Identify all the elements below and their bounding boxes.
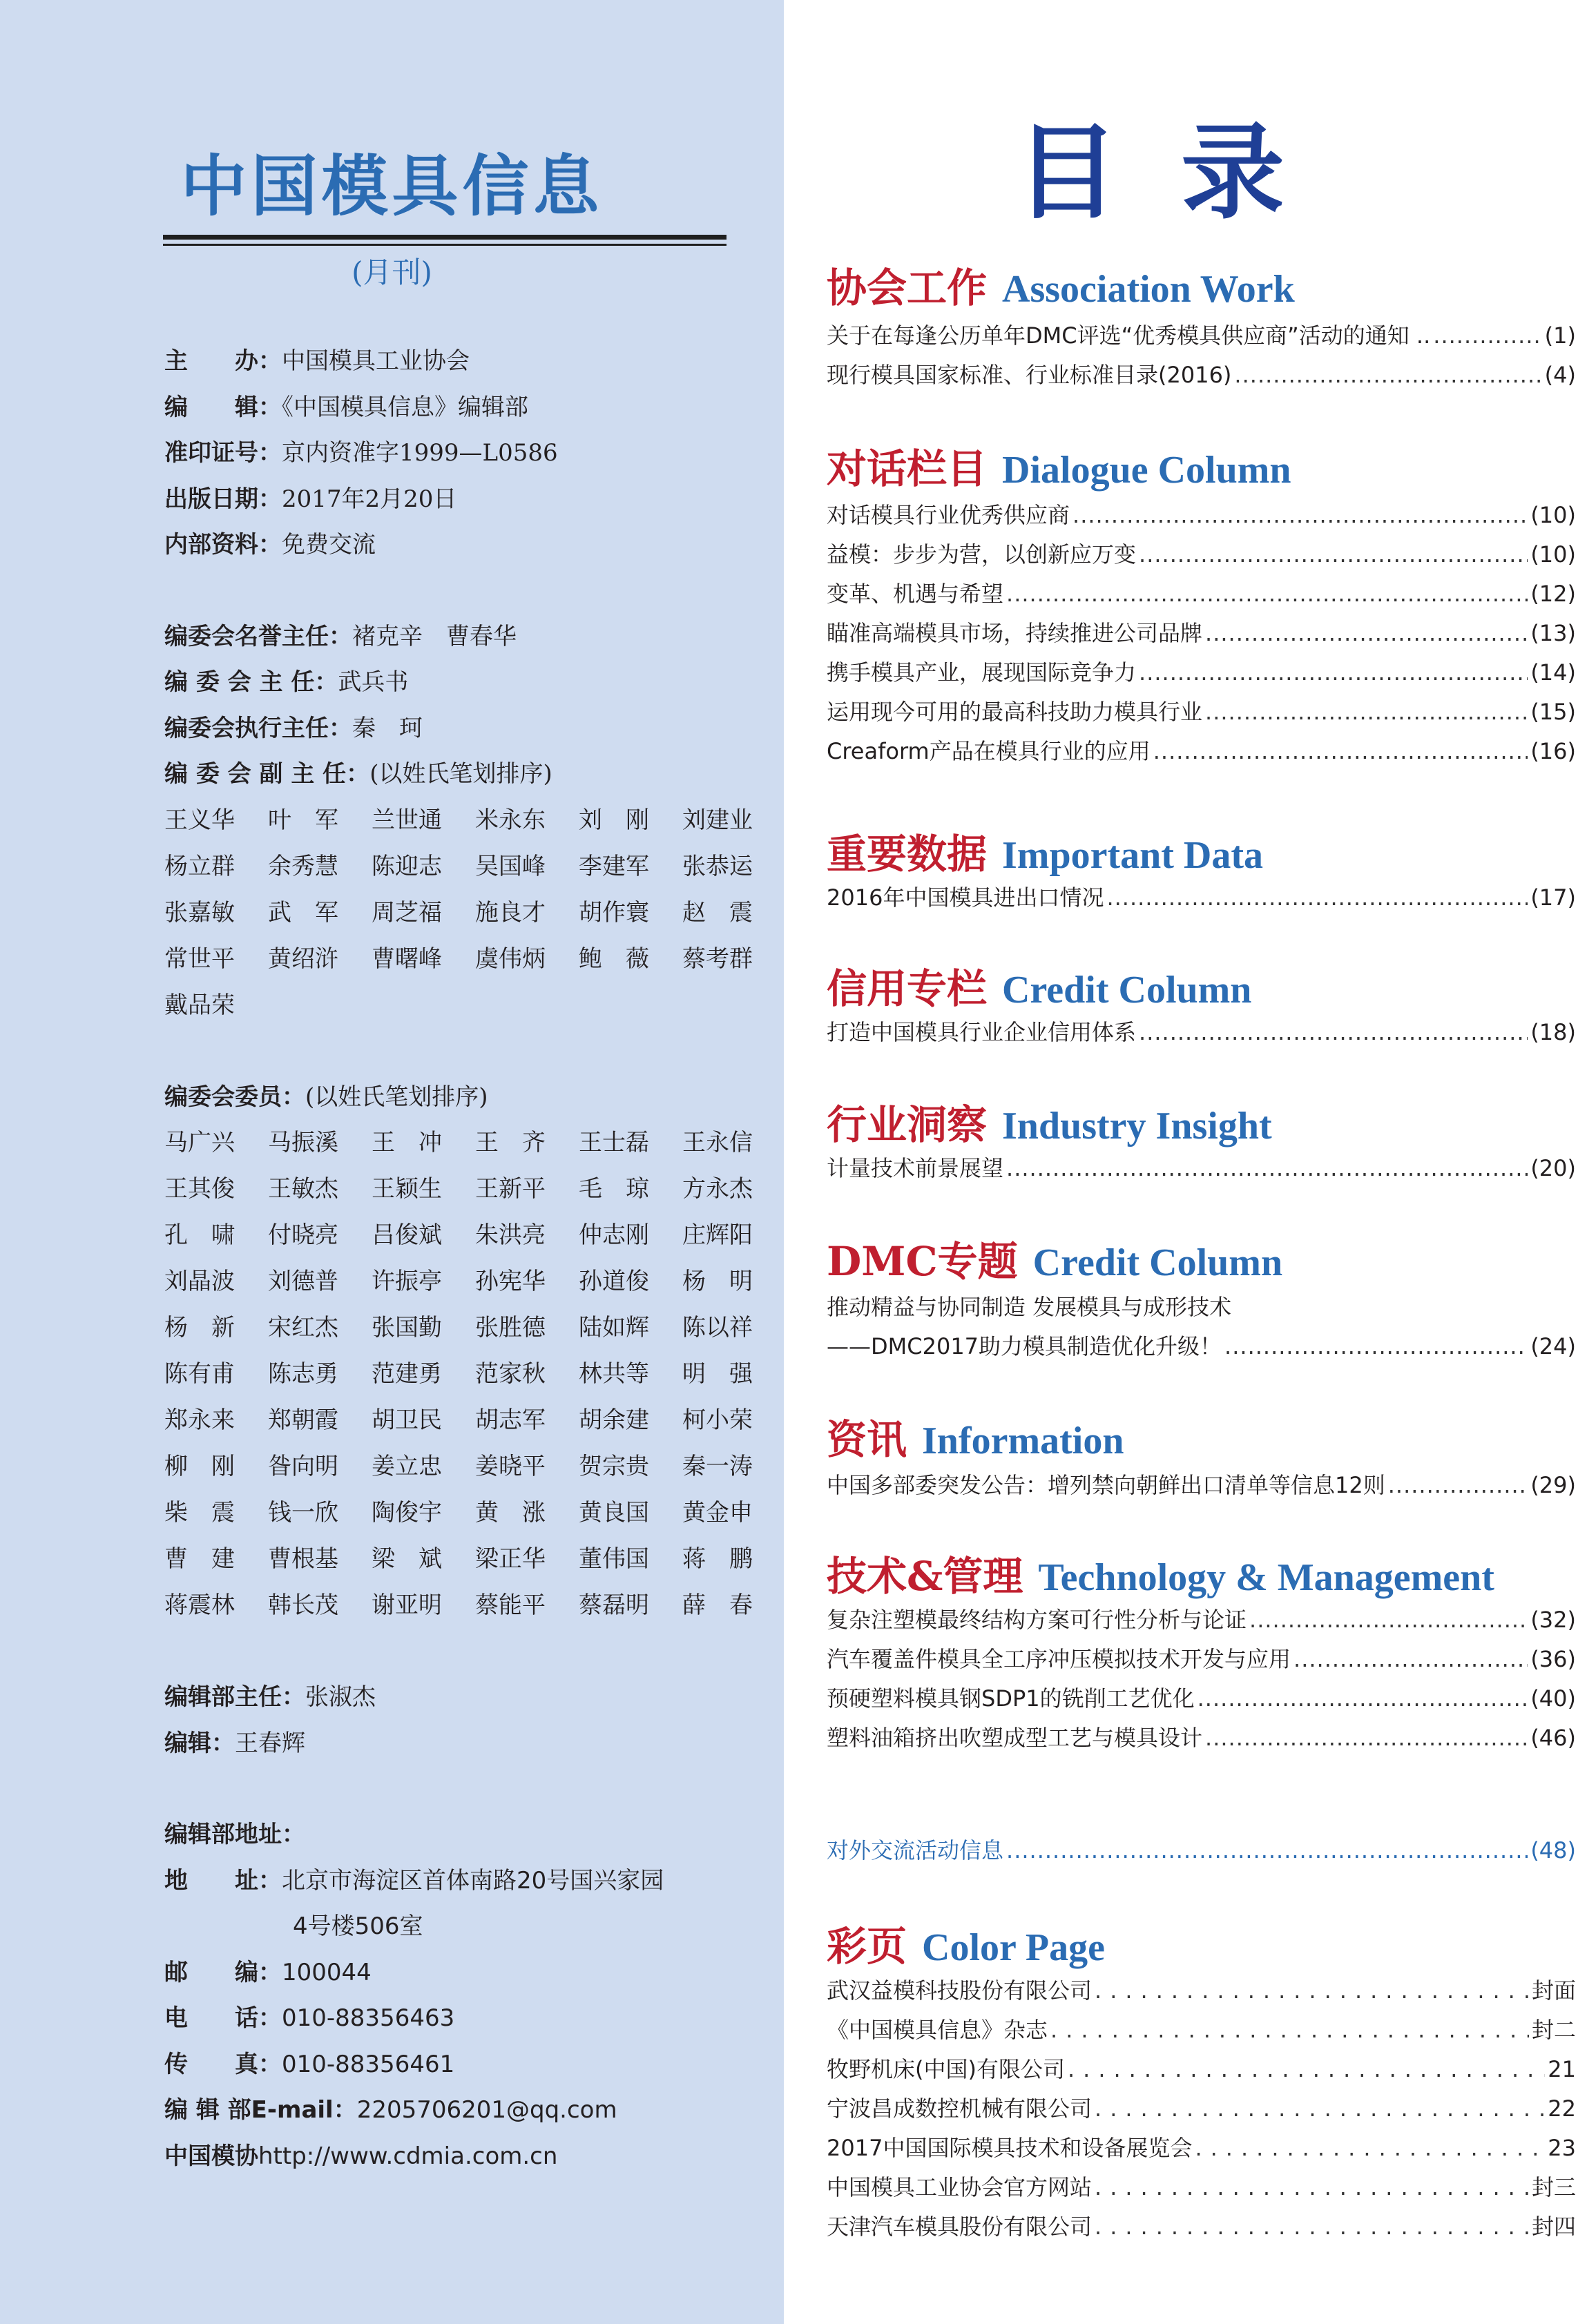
toc-section-en: Dialogue Column: [1002, 449, 1291, 492]
toc-entry[interactable]: [827, 537, 1576, 577]
toc-entry-page: 封二: [1531, 2017, 1576, 2043]
toc-section-en: Association Work: [1002, 268, 1295, 311]
toc-section-zh: 对话栏目: [827, 445, 988, 492]
toc-entry[interactable]: [827, 2013, 1576, 2053]
committee-chair: [164, 659, 758, 706]
toc-entry[interactable]: [827, 2091, 1576, 2131]
toc-section-zh: 信用专栏: [827, 965, 988, 1012]
toc-entry-page: 封四: [1531, 2214, 1576, 2240]
editorial-label: 中国模协: [164, 2142, 258, 2170]
vice-chair-names: [164, 797, 786, 1029]
toc-entry-page: 21: [1548, 2056, 1576, 2082]
toc-entry[interactable]: [827, 1468, 1576, 1508]
toc-section-zh: 行业洞察: [827, 1101, 988, 1148]
editorial-label: 地 址：: [164, 1866, 282, 1895]
committee-name: 姜晓平: [475, 1453, 546, 1480]
masthead-info: [164, 338, 758, 2179]
info-label: 内部资料：: [164, 531, 282, 559]
address-value: 北京市海淀区首体南路20号国兴家园: [282, 1866, 664, 1895]
committee-name: 谢亚明: [372, 1591, 442, 1619]
toc-entry[interactable]: [827, 1015, 1576, 1055]
toc-section-heading: [827, 1407, 1576, 1469]
toc-section-en: Credit Column: [1032, 1241, 1283, 1284]
committee-name: 黄绍浒: [268, 945, 338, 973]
committee-value: 褚克辛 曹春华: [352, 622, 517, 650]
toc-leader-dots: [1205, 1725, 1528, 1751]
committee-name: 孙道俊: [579, 1268, 649, 1295]
toc-entry-title: 预硬塑料模具钢SDP1的铣削工艺优化: [827, 1685, 1195, 1712]
committee-name: 张嘉敏: [164, 898, 235, 927]
committee-name: 米永东: [475, 806, 546, 834]
toc-entry-page: (12): [1530, 581, 1576, 607]
editorial-label: 编辑：: [164, 1729, 235, 1757]
toc-entry-title: 运用现今可用的最高科技助力模具行业: [827, 699, 1203, 725]
toc-section-en: Important Data: [1002, 834, 1263, 877]
toc-entry[interactable]: [827, 1602, 1576, 1643]
toc-entry-page: (13): [1530, 620, 1576, 646]
committee-name: 施良才: [475, 898, 546, 927]
toc-leader-dots: [1234, 362, 1541, 388]
toc-entry[interactable]: [827, 358, 1576, 398]
toc-entry[interactable]: [827, 498, 1576, 538]
info-value: 2017年2月20日: [282, 485, 457, 513]
committee-name: 张国勤: [372, 1314, 442, 1342]
toc-entry-title: Creaform产品在模具行业的应用: [827, 738, 1151, 764]
magazine-subtitle: (月刊): [352, 255, 432, 289]
toc-entry[interactable]: [827, 2052, 1576, 2092]
committee-label: 编 委 会 副 主 任：: [164, 760, 370, 788]
toc-section-heading: [827, 1092, 1576, 1154]
committee-name: 吕俊斌: [372, 1221, 442, 1249]
committee-name: 蒋 鹏: [682, 1545, 753, 1573]
toc-entry[interactable]: [827, 1329, 1576, 1369]
toc-entry-title: 复杂注塑模最终结构方案可行性分析与论证: [827, 1607, 1247, 1633]
editorial-label: 编辑部地址：: [164, 1821, 305, 1848]
address-value: 4号楼506室: [293, 1913, 423, 1940]
committee-name: 王永信: [682, 1129, 753, 1156]
toc-entry-title: 牧野机床(中国)有限公司: [827, 2056, 1065, 2082]
toc-entry-title: 对话模具行业优秀供应商: [827, 502, 1070, 528]
toc-section-heading: [827, 255, 1576, 318]
toc-leader-dots: [1433, 322, 1541, 349]
committee-name: 王敏杰: [268, 1175, 338, 1203]
committee-vice-heading: [164, 751, 758, 797]
committee-name: 杨 新: [164, 1314, 235, 1342]
title-rule-thick: [163, 235, 727, 240]
toc-entry-title: 关于在每逢公历单年DMC评选“优秀模具供应商”活动的通知 ..: [827, 322, 1431, 349]
committee-value: 武兵书: [338, 668, 409, 696]
postcode-value: 100044: [282, 1958, 372, 1986]
committee-name: 梁正华: [475, 1545, 546, 1573]
committee-value: 秦 珂: [352, 714, 423, 742]
committee-name: 兰世通: [372, 806, 442, 834]
toc-entry-page: (4): [1544, 362, 1576, 388]
toc-section-en: Information: [922, 1420, 1124, 1462]
committee-name: 钱一欣: [268, 1499, 338, 1527]
phone-row: [164, 1995, 758, 2042]
toc-section-en: Credit Column: [1002, 969, 1252, 1011]
toc-section-en: Industry Insight: [1002, 1105, 1272, 1148]
info-label: 编 辑：: [164, 393, 282, 421]
toc-entry-page: (20): [1530, 1155, 1576, 1181]
toc-section-zh: 彩页: [827, 1923, 907, 1970]
magazine-title: 中国模具信息: [180, 148, 604, 225]
editorial-label: 邮 编：: [164, 1958, 282, 1986]
toc-entry-title: 中国多部委突发公告：增列禁向朝鲜出口清单等信息12则: [827, 1472, 1385, 1498]
editorial-director: [164, 1674, 758, 1721]
committee-name: 柴 震: [164, 1499, 235, 1527]
committee-name: 昝向明: [268, 1453, 338, 1480]
toc-leader-dots: [1139, 659, 1528, 686]
committee-label: 编 委 会 主 任：: [164, 668, 338, 696]
toc-entry[interactable]: [827, 1151, 1576, 1191]
committee-name: 刘德普: [268, 1268, 338, 1295]
toc-entry-title: 汽车覆盖件模具全工序冲压模拟技术开发与应用: [827, 1646, 1291, 1672]
toc-leader-dots: [1050, 2017, 1529, 2043]
committee-name: 武 军: [268, 898, 338, 927]
website-link[interactable]: http://www.cdmia.com.cn: [258, 2142, 558, 2170]
committee-name: 黄 涨: [475, 1499, 546, 1527]
toc-entry-title: 2016年中国模具进出口情况: [827, 884, 1104, 911]
toc-entry[interactable]: [827, 2131, 1576, 2171]
toc-entry-title: 塑料油箱挤出吹塑成型工艺与模具设计: [827, 1725, 1203, 1751]
committee-name: 庄辉阳: [682, 1221, 753, 1249]
toc-entry-page: (24): [1530, 1333, 1576, 1359]
toc-leader-dots: [1205, 699, 1528, 725]
toc-section-zh: 资讯: [827, 1416, 907, 1463]
info-row-date: [164, 476, 758, 523]
toc-leader-dots: [1006, 581, 1528, 607]
committee-name: 蔡考群: [682, 945, 753, 973]
toc-entry-page: (15): [1530, 699, 1576, 725]
toc-entry[interactable]: [827, 1721, 1576, 1761]
toc-entry-page: (10): [1530, 502, 1576, 528]
committee-name: 蒋震林: [164, 1591, 235, 1619]
toc-entry-page: (18): [1530, 1019, 1576, 1045]
toc-entry-page: (29): [1530, 1472, 1576, 1498]
postcode-row: [164, 1950, 758, 1996]
committee-name: 朱洪亮: [475, 1221, 546, 1249]
committee-name: 刘 刚: [579, 806, 649, 834]
committee-name: 许振亭: [372, 1268, 442, 1295]
toc-leader-dots: [1095, 2174, 1529, 2200]
committee-name: 余秀慧: [268, 852, 338, 880]
info-row-editor: [164, 385, 758, 431]
toc-entry[interactable]: [827, 1681, 1576, 1721]
committee-name: 叶 军: [268, 806, 338, 834]
toc-leader-dots: [1153, 738, 1528, 764]
toc-entry-page: (10): [1530, 541, 1576, 568]
toc-entry-page: 23: [1548, 2135, 1576, 2161]
toc-entry[interactable]: [827, 2170, 1576, 2210]
committee-name: 戴品荣: [164, 991, 235, 1019]
toc-entry-title: 打造中国模具行业企业信用体系: [827, 1019, 1137, 1045]
toc-section-zh: 重要数据: [827, 831, 988, 878]
toc-leader-dots: [1095, 2095, 1545, 2122]
toc-entry-page: (40): [1530, 1685, 1576, 1712]
toc-entry-title: 宁波昌成数控机械有限公司: [827, 2095, 1093, 2122]
committee-name: 王士磊: [579, 1129, 649, 1156]
committee-name: 柯小荣: [682, 1406, 753, 1434]
committee-name: 陈以祥: [682, 1314, 753, 1342]
fax-value: 010-88356461: [282, 2050, 455, 2078]
committee-name: 张胜德: [475, 1314, 546, 1342]
committee-name: 胡作寰: [579, 898, 649, 927]
address-heading: [164, 1812, 758, 1858]
toc-section-heading: [827, 1914, 1576, 1976]
editorial-label: 编辑部主任：: [164, 1683, 305, 1711]
committee-executive: [164, 706, 758, 752]
committee-name: 姜立忠: [372, 1453, 442, 1480]
fax-row: [164, 2042, 758, 2088]
committee-members-heading: [164, 1074, 758, 1121]
committee-label: 编委会执行主任：: [164, 714, 352, 742]
editorial-editor: [164, 1721, 758, 1767]
toc-leader-dots: [1139, 1019, 1528, 1045]
toc-entry[interactable]: [827, 655, 1576, 695]
committee-name: 虞伟炳: [475, 945, 546, 973]
toc-entry[interactable]: [827, 695, 1576, 735]
committee-honorary: [164, 614, 758, 660]
toc-entry[interactable]: [827, 2209, 1576, 2249]
committee-name: 毛 琼: [579, 1175, 649, 1203]
committee-name: 梁 斌: [372, 1545, 442, 1573]
toc-entry-title: 《中国模具信息》杂志: [827, 2017, 1048, 2043]
committee-name: 王 冲: [372, 1129, 442, 1156]
toc-entry[interactable]: [827, 616, 1576, 656]
toc-entry-page: 22: [1548, 2095, 1576, 2122]
committee-name: 王颖生: [372, 1175, 442, 1203]
editorial-label: 传 真：: [164, 2050, 282, 2078]
toc-entry-title: 计量技术前景展望: [827, 1155, 1004, 1181]
address-line-2: [164, 1904, 758, 1950]
toc-entry-title: 对外交流活动信息: [827, 1837, 1004, 1863]
committee-name: 曹根基: [268, 1545, 338, 1573]
committee-name: 张恭运: [682, 852, 753, 880]
committee-name: 贺宗贵: [579, 1453, 649, 1480]
info-value: 免费交流: [282, 531, 376, 559]
toc-entry-title: 益模：步步为营，以创新应万变: [827, 541, 1137, 568]
committee-name: 林共等: [579, 1360, 649, 1388]
editorial-label: 编 辑 部E-mail：: [164, 2096, 357, 2124]
info-label: 主 办：: [164, 347, 282, 375]
committee-name: 赵 震: [682, 898, 753, 927]
committee-name: 王其俊: [164, 1175, 235, 1203]
toc-entry-page: (32): [1530, 1607, 1576, 1633]
committee-name: 王 齐: [475, 1129, 546, 1156]
committee-name: 付晓亮: [268, 1221, 338, 1249]
committee-name: 范家秋: [475, 1360, 546, 1388]
committee-name: 韩长茂: [268, 1591, 338, 1619]
toc-entry-title: 瞄准高端模具市场，持续推进公司品牌: [827, 620, 1203, 646]
committee-name: 马振溪: [268, 1129, 338, 1156]
info-row-sponsor: [164, 338, 758, 385]
toc-leader-dots: [1106, 884, 1528, 911]
toc-leader-dots: [1195, 2135, 1545, 2161]
phone-value: 010-88356463: [282, 2004, 455, 2032]
info-value: 中国模具工业协会: [282, 347, 470, 375]
toc-leader-dots: [1139, 541, 1528, 568]
toc-entry[interactable]: [827, 734, 1576, 774]
toc-section-heading: [827, 956, 1576, 1018]
toc-leader-dots: [1388, 1472, 1528, 1498]
committee-name: 郑朝霞: [268, 1406, 338, 1434]
committee-note: (以姓氏笔划排序): [305, 1083, 488, 1111]
committee-name: 胡卫民: [372, 1406, 442, 1434]
committee-name: 蔡磊明: [579, 1591, 649, 1619]
toc-section-heading: [827, 1544, 1576, 1606]
toc-entry-title: 变革、机遇与希望: [827, 581, 1004, 607]
committee-member-names: [164, 1120, 786, 1629]
toc-entry-title: 推动精益与协同制造 发展模具与成形技术: [827, 1294, 1232, 1320]
toc-entry-title: 携手模具产业，展现国际竞争力: [827, 659, 1137, 686]
toc-entry-title: 武汉益模科技股份有限公司: [827, 1977, 1093, 2004]
editorial-value: 张淑杰: [305, 1683, 376, 1711]
toc-leader-dots: [1293, 1646, 1528, 1672]
toc-entry[interactable]: [827, 318, 1576, 358]
committee-name: 薛 春: [682, 1591, 753, 1619]
info-label: 出版日期：: [164, 485, 282, 513]
toc-leader-dots: [1006, 1837, 1528, 1863]
toc-leader-dots: [1068, 2056, 1545, 2082]
toc-leader-dots: [1197, 1685, 1528, 1712]
committee-name: 董伟国: [579, 1545, 649, 1573]
editorial-label: 电 话：: [164, 2004, 282, 2032]
toc-section-zh: DMC专题: [827, 1238, 1018, 1285]
committee-name: 陆如辉: [579, 1314, 649, 1342]
committee-name: 李建军: [579, 852, 649, 880]
toc-section-zh: 协会工作: [827, 264, 988, 311]
toc-entry[interactable]: [827, 880, 1576, 920]
toc-leader-dots: [1205, 620, 1528, 646]
toc-section-heading: [827, 822, 1576, 884]
toc-entry-title: 中国模具工业协会官方网站: [827, 2174, 1093, 2200]
toc-entry-page: (17): [1530, 884, 1576, 911]
toc-entry-title: 现行模具国家标准、行业标准目录(2016): [827, 362, 1232, 388]
toc-entry[interactable]: [827, 1833, 1576, 1873]
committee-name: 陈迎志: [372, 852, 442, 880]
toc-entry-page: (46): [1530, 1725, 1576, 1751]
toc-leader-dots: [1095, 2214, 1529, 2240]
committee-name: 刘建业: [682, 806, 753, 834]
toc-section-heading: [827, 436, 1576, 498]
committee-name: 蔡能平: [475, 1591, 546, 1619]
website-row: [164, 2133, 758, 2180]
address-line-1: [164, 1858, 758, 1904]
toc-leader-dots: [1224, 1333, 1528, 1359]
toc-entry[interactable]: [827, 1290, 1576, 1330]
toc-leader-dots: [1006, 1155, 1528, 1181]
committee-name: 陈志勇: [268, 1360, 338, 1388]
toc-entry-page: (1): [1544, 322, 1576, 349]
info-value: 《中国模具信息》编辑部: [282, 393, 528, 421]
committee-name: 方永杰: [682, 1175, 753, 1203]
committee-name: 柳 刚: [164, 1453, 235, 1480]
toc-entry-page: (14): [1530, 659, 1576, 686]
committee-name: 秦一涛: [682, 1453, 753, 1480]
committee-label: 编委会委员：: [164, 1083, 305, 1111]
info-row-permit: [164, 430, 758, 476]
committee-name: 王义华: [164, 806, 235, 834]
email-link[interactable]: 2205706201@qq.com: [356, 2096, 617, 2124]
toc-section-zh: 技术&管理: [827, 1553, 1023, 1600]
toc-entry-page: 封三: [1531, 2174, 1576, 2200]
committee-name: 周芝福: [372, 898, 442, 927]
committee-name: 范建勇: [372, 1360, 442, 1388]
committee-name: 胡志军: [475, 1406, 546, 1434]
toc-entry-page: 封面: [1531, 1977, 1576, 2004]
toc-entry-page: (16): [1530, 738, 1576, 764]
toc-entry-title: 2017中国国际模具技术和设备展览会: [827, 2135, 1193, 2161]
committee-name: 鲍 薇: [579, 945, 649, 973]
committee-name: 胡余建: [579, 1406, 649, 1434]
toc-section-heading: [827, 1229, 1576, 1291]
editorial-value: 王春辉: [235, 1729, 305, 1757]
committee-name: 刘晶波: [164, 1268, 235, 1295]
committee-name: 陶俊宇: [372, 1499, 442, 1527]
toc-entry-page: (48): [1530, 1837, 1576, 1863]
committee-name: 杨 明: [682, 1268, 753, 1295]
committee-name: 明 强: [682, 1360, 753, 1388]
committee-name: 曹 建: [164, 1545, 235, 1573]
committee-label: 编委会名誉主任：: [164, 622, 352, 650]
committee-name: 孙宪华: [475, 1268, 546, 1295]
committee-name: 黄金申: [682, 1499, 753, 1527]
committee-name: 郑永来: [164, 1406, 235, 1434]
toc-leader-dots: [1072, 502, 1528, 528]
committee-name: 黄良国: [579, 1499, 649, 1527]
committee-name: 孔 啸: [164, 1221, 235, 1249]
committee-note: (以姓氏笔划排序): [369, 760, 552, 788]
committee-name: 曹曙峰: [372, 945, 442, 973]
toc-entry-title: ——DMC2017助力模具制造优化升级！: [827, 1333, 1222, 1359]
email-row: [164, 2087, 758, 2133]
toc-leader-dots: [1095, 1977, 1529, 2004]
info-value: 京内资准字1999—L0586: [282, 439, 558, 467]
info-row-internal: [164, 522, 758, 568]
committee-name: 杨立群: [164, 852, 235, 880]
committee-name: 宋红杰: [268, 1314, 338, 1342]
toc-section-en: Technology & Management: [1038, 1556, 1494, 1599]
committee-name: 吴国峰: [475, 852, 546, 880]
toc-entry-page: (36): [1530, 1646, 1576, 1672]
toc-title: 目录: [1014, 112, 1347, 233]
toc-entry[interactable]: [827, 1973, 1576, 2013]
toc-entry[interactable]: [827, 1642, 1576, 1682]
toc-entry[interactable]: [827, 577, 1576, 617]
toc-entry-title: 天津汽车模具股份有限公司: [827, 2214, 1093, 2240]
committee-name: 仲志刚: [579, 1221, 649, 1249]
title-rule-thin: [163, 244, 727, 246]
committee-name: 马广兴: [164, 1129, 235, 1156]
toc-section-en: Color Page: [922, 1926, 1105, 1969]
toc-leader-dots: [1249, 1607, 1528, 1633]
committee-name: 陈有甫: [164, 1360, 235, 1388]
info-label: 准印证号：: [164, 439, 282, 467]
committee-name: 王新平: [475, 1175, 546, 1203]
committee-name: 常世平: [164, 945, 235, 973]
